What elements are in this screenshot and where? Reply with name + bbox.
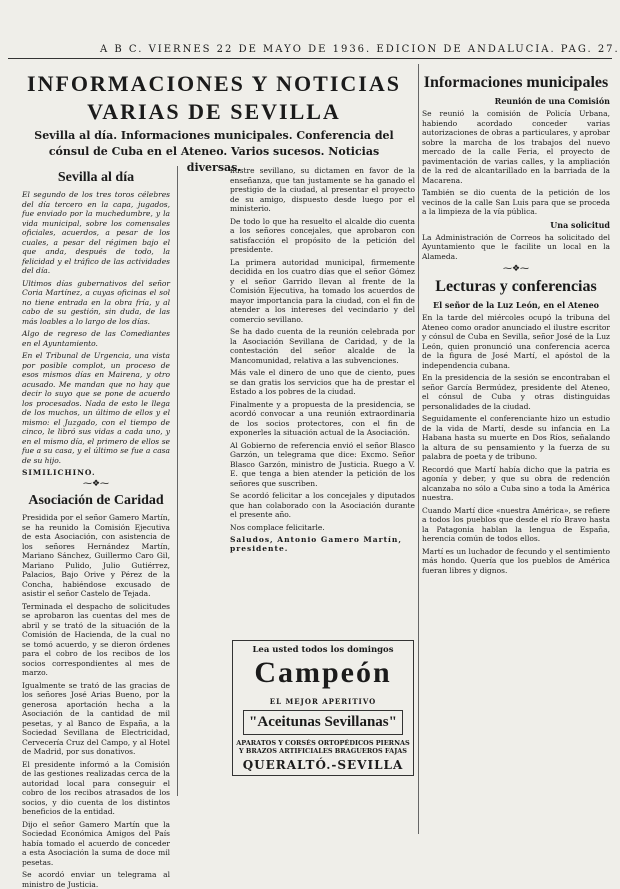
ad-brand: "Aceitunas Sevillanas" (243, 710, 403, 735)
article-paragraph: Se ha dado cuenta de la reunión celebrada por la Asociación Sevillana de Caridad, y de la contestación del señor alcalde de la Mancomunidad, relativa a las subvenciones. (230, 327, 415, 365)
section-subhead: Sevilla al día. Informaciones municipales. Conferencia del cónsul de Cuba en el Ateneo. Varios sucesos. Noticias diversas. (34, 129, 394, 174)
article-paragraph: Terminada el despacho de solicitudes se aprobaron las cuentas del mes de abril y se trató de la situación de la Comisión de Hacienda, de la cual no se tomó acuerdo, y se dieron órdenes para el cobro de los recibos de los socios correspondientes al mes de marzo. (22, 601, 170, 677)
ad-line: Lea usted todos los domingos (252, 645, 394, 655)
article-paragraph: Recordó que Martí había dicho que la patria es agonía y deber, y que su obra de redención alcanzaba no sólo a Cuba sino a toda la América nuestra. (422, 464, 610, 502)
article-title: Lecturas y conferencias (435, 278, 597, 295)
article-paragraph: Presidida por el señor Gamero Martín, se ha reunido la Comisión Ejecutiva de esta Asociación, con asistencia de los señores Hernández Martín, Mariano Sánchez, Guillermo Caro Gil, Mariano Pulido, Julio Gutiérrez, Palacios, Bajo Orive y Pérez de la Concha, habiéndose excusado de asistir el señor Castelo de Tejada. (22, 513, 170, 598)
article-kicker: Reunión de una Comisión (494, 96, 610, 106)
article-paragraph: Se acordó felicitar a los concejales y diputados que han colaborado con la Asociación durante el presente año. (230, 491, 415, 519)
article-paragraph: Igualmente se trató de las gracias de los señores José Arias Bueno, por la generosa aportación hecha a la Asociación de la cantidad de mil pesetas, y al Banco de España, a la Sociedad Sevillana de Electricidad, Cervecería Cruz del Campo, y al Hotel de Madrid, por sus donativos. (22, 680, 170, 756)
article-signature: SIMILICHINO. (22, 468, 96, 477)
article-signature: Saludos, Antonio Gamero Martín, presidente. (230, 535, 402, 553)
article-paragraph: Martí es un luchador de fecundo y el sentimiento más hondo. Quería que los pueblos de América fueran libres y dignos. (422, 546, 610, 575)
header-rule (8, 58, 612, 59)
column-divider (177, 166, 178, 796)
ornament-divider: ⁓❖⁓ (82, 479, 110, 489)
article-title: Asociación de Caridad (28, 493, 164, 508)
article-paragraph: La Administración de Correos ha solicitado del Ayuntamiento que le facilite un local en la Alameda. (422, 232, 610, 261)
article-paragraph: Nos complace felicitarle. (230, 522, 325, 532)
article-paragraph: En la presidencia de la sesión se encontraban el señor García Bermúdez, presidente del Ateneo, el cónsul de Cuba y otras distinguidas personalidades de la ciudad. (422, 373, 610, 411)
article-title: Informaciones municipales (423, 74, 609, 91)
article-paragraph: También se dio cuenta de la petición de los vecinos de la calle San Luis para que se proceda a la limpieza de la vía pública. (422, 188, 610, 216)
article-paragraph: Ultimos días gubernativos del señor Coria Martínez, a cuyas oficinas el sol no tiene entrada en la obra fría, y al cabo de su gestión, sin duda, de las más loables a lo largo de los días. (22, 278, 170, 326)
article-paragraph: En el Tribunal de Urgencia, una vista por posible complot, un proceso de esos mismos días en Mairena, y otro acusado. Me mandan que no hay que decir lo suyo que se pone de acuerdo los procesados. Nada de esto le llega de los muchos, un último de ellos y el mismo: el Juzgado, con el tiempo de cinco, le libró sus vidas a cada uno, y en el mismo día, el primero de ellos se fue a su casa, y el último se fue a casa de su hijo. (22, 351, 170, 465)
article-paragraph: Cuando Martí dice «nuestra América», se refiere a todos los pueblos que desde el río Bravo hasta la Patagonia hablan la lengua de España, herencia común de todos ellos. (422, 505, 610, 543)
ad-brand: QUERALTÓ.-SEVILLA (242, 758, 404, 772)
article-paragraph: ilustre sevillano, su dictamen en favor de la enseñanza, que tan justamente se ha ganado el prestigio de la ciudad, al presentar el proyecto de su amigo, dispuesto desde luego por el ministerio. (230, 166, 415, 213)
column-divider (418, 64, 419, 834)
article-paragraph: Algo de regreso de las Comediantes en el Ayuntamiento. (22, 329, 170, 348)
section-title: INFORMACIONES Y NOTICIAS VARIAS DE SEVILLA (27, 71, 401, 124)
article-paragraph: El segundo de los tres toros célebres del día tercero en la capa, jugados, fue enviado por la muchedumbre, y la vida municipal, sobre los comensales oficiales, acuerdos, a pesar de los cuales, a pesar del régimen bajo el que anda, después de todo, la felicidad y el tráfico de las actividades del día. (22, 190, 170, 275)
column-middle (230, 166, 415, 631)
article-kicker: El señor de la Luz León, en el Ateneo (432, 300, 600, 310)
article-paragraph: De todo lo que ha resuelto el alcalde dio cuenta a los señores concejales, que aprobaron con satisfacción el propósito de la petición del presidente. (230, 216, 415, 254)
article-title: Sevilla al día (57, 170, 135, 185)
article-paragraph: Se reunió la comisión de Policía Urbana, habiendo acordado conceder varias autorizaciones de obras a particulares, y aprobar sobre la marcha de los trabajos del nuevo mercado de la calle Feria, el proyecto de pavimentación de varias calles, y la ampliación de la red de alcantarillado en la barriada de la Macarena. (422, 109, 610, 185)
column-right (422, 70, 610, 834)
article-paragraph: El presidente informó a la Comisión de las gestiones realizadas cerca de la autoridad local para conseguir el cobro de los recibos atrasados de los socios, y dio cuenta de los distintos beneficios de la entidad. (22, 759, 170, 816)
column-left (22, 166, 170, 889)
page-header: A B C. VIERNES 22 DE MAYO DE 1936. EDICION DE ANDALUCIA. PAG. 27. (100, 44, 620, 55)
article-paragraph: Más vale el dinero de uno que de ciento, pues se dan gratis los servicios que ha de prestar el Estado a los pobres de la ciudad. (230, 368, 415, 396)
article-paragraph: Dijo el señor Gamero Martín que la Sociedad Económica Amigos del País había tomado el acuerdo de conceder a esta Asociación la suma de doce mil pesetas. (22, 819, 170, 867)
ad-line: APARATOS Y CORSÉS ORTOPÉDICOS PIERNAS Y BRAZOS ARTIFICIALES BRAGUEROS FAJAS (236, 739, 410, 755)
article-paragraph: La primera autoridad municipal, firmemente decidida en los cuatro días que el señor Gómez y el señor Garrido llevan al frente de la Comisión Ejecutiva, ha tomado los acuerdos de mayor importancia para la ciudad, con el fin de atender a los intereses del vecindario y del comercio sevillano. (230, 257, 415, 324)
article-kicker: Una solicitud (550, 219, 610, 230)
ornament-divider: ⁓❖⁓ (502, 264, 530, 274)
ad-line: EL MEJOR APERITIVO (269, 697, 377, 706)
article-paragraph: En la tarde del miércoles ocupó la tribuna del Ateneo como orador anunciado el ilustre escritor y cónsul de Cuba en Sevilla, señor José de la Luz León, quien pronunció una conferencia acerca de la figura de José Martí, el apóstol de la independencia cubana. (422, 313, 610, 370)
ad-brand: Campeón (254, 656, 392, 689)
article-paragraph: Al Gobierno de referencia envió el señor Blasco Garzón, un telegrama que dice: Excmo. Señor Blasco Garzón, ministro de Justicia. Ruego a V. E. que tenga a bien atender la petición de los señores que suscriben. (230, 440, 415, 488)
advertisement-box (232, 640, 414, 776)
article-paragraph: Se acordó enviar un telegrama al ministro de Justicia. (22, 870, 170, 889)
article-paragraph: Seguidamente el conferenciante hizo un estudio de la vida de Martí, desde su infancia en La Habana hasta su muerte en Dos Ríos, señalando la altura de su pensamiento y la fuerza de su palabra de poeta y de tribuno. (422, 414, 610, 461)
article-paragraph: Finalmente y a propuesta de la presidencia, se acordó convocar a una reunión extraordinaria de los socios protectores, con el fin de exponerles la situación actual de la Asociación. (230, 399, 415, 437)
